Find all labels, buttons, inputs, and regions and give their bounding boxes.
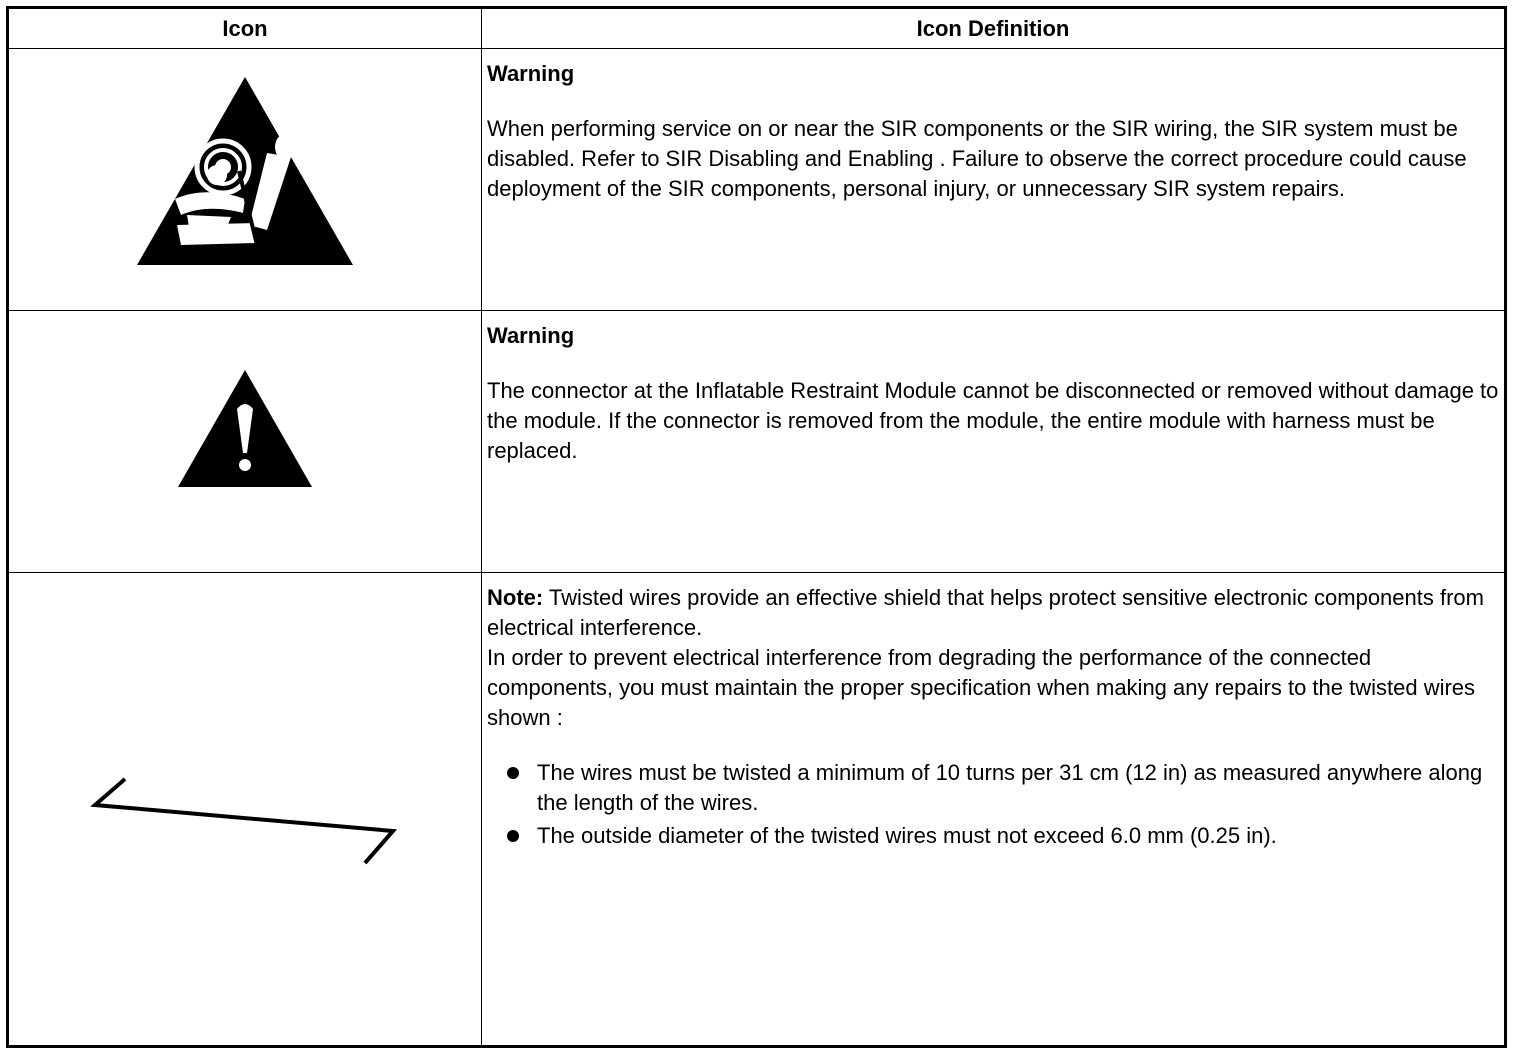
header-icon: Icon [222, 15, 268, 41]
twisted-wire-icon [87, 773, 407, 873]
column-divider [481, 9, 482, 1045]
note-label: Note: [487, 585, 544, 610]
list-item [487, 758, 1502, 818]
airbag-warning-icon [135, 75, 355, 267]
icon-cell [9, 49, 481, 310]
icon-definition-table [6, 6, 1507, 1048]
definition-cell [487, 583, 1502, 854]
list-item [487, 821, 1502, 851]
list-item-text: The outside diameter of the twisted wires must not exceed 6.0 mm (0.25 in). [537, 823, 1277, 848]
bullet-icon [507, 830, 519, 842]
caution-triangle-icon [177, 369, 313, 488]
note-text: Twisted wires provide an effective shield that helps protect sensitive electronic components from electrical interference. [487, 585, 1484, 640]
warning-text: When performing service on or near the SIR components or the SIR wiring, the SIR system must be disabled. Refer to SIR Disabling and Enabling . Failure to observe the correct procedure could cause deployment of the SIR components, personal injury, or unnecessary SIR system repairs. [487, 116, 1467, 201]
warning-text: The connector at the Inflatable Restraint Module cannot be disconnected or removed without damage to the module. If the connector is removed from the module, the entire module with harness must be replaced. [487, 378, 1499, 463]
header-icon-definition: Icon Definition [916, 15, 1070, 41]
specification-text: In order to prevent electrical interference from degrading the performance of the connected components, you must maintain the proper specification when making any repairs to the twisted wires shown : [487, 645, 1476, 730]
warning-title: Warning [487, 61, 575, 86]
icon-cell [9, 573, 481, 1048]
definition-cell [487, 321, 1502, 466]
icon-cell [9, 311, 481, 572]
list-item-text: The wires must be twisted a minimum of 10 turns per 31 cm (12 in) as measured anywhere along the length of the wires. [537, 760, 1483, 815]
bullet-list [487, 758, 1502, 851]
warning-title: Warning [487, 323, 575, 348]
note-paragraph [487, 583, 1502, 643]
bullet-icon [507, 767, 519, 779]
definition-cell [487, 59, 1502, 204]
